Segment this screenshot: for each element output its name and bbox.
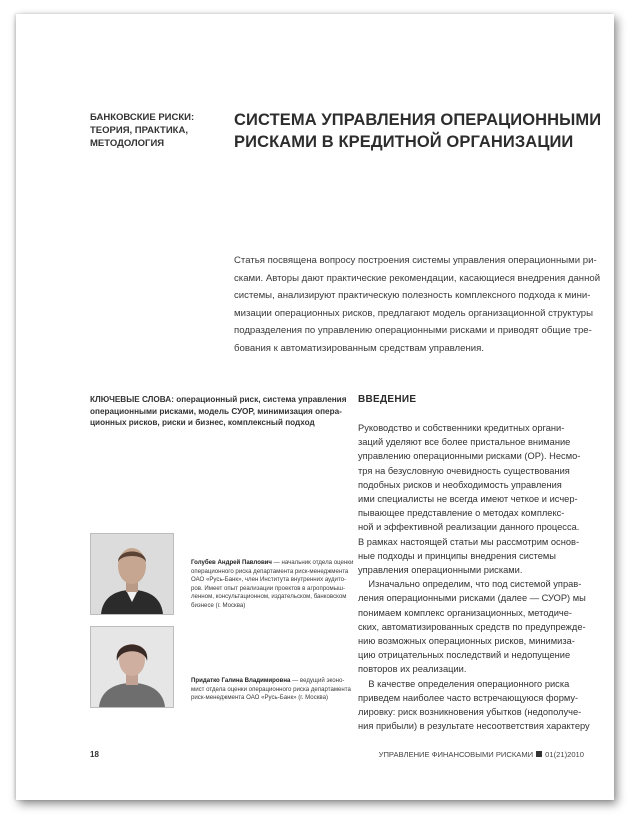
body-line: Руководство и собственники кредитных органи- bbox=[358, 423, 565, 433]
author-bio-line: ленном, консультационном, издательском, банковском bbox=[191, 593, 347, 601]
section-label bbox=[90, 111, 210, 150]
body-line: ные подходы и принципы внедрения системы bbox=[358, 550, 556, 561]
author-bio-2 bbox=[191, 677, 351, 703]
article-title bbox=[234, 109, 614, 153]
body-line: Изначально определим, что под системой управ- bbox=[358, 579, 582, 590]
body-line: ния прибыли) в результате несоответствия характеру bbox=[358, 721, 590, 732]
author-name: Придатко Галина Владимировна bbox=[191, 677, 291, 684]
section-heading-introduction: ВВЕДЕНИЕ bbox=[358, 394, 417, 405]
journal-issue: 01(21)2010 bbox=[545, 750, 584, 759]
body-line: В рамках настоящей статьи мы рассмотрим основ- bbox=[358, 536, 580, 547]
journal-page bbox=[16, 14, 614, 800]
body-line: понимаем комплекс организационных, методиче- bbox=[358, 607, 573, 618]
keywords-line: КЛЮЧЕВЫЕ СЛОВА: операционный риск, система управления bbox=[90, 395, 347, 404]
author-bio-line: риск-менеджмента ОАО «Русь-Банк» (г. Москва) bbox=[191, 694, 328, 702]
author-photo-1 bbox=[90, 533, 174, 615]
keywords-line: ционных рисков, риски и бизнес, комплексный подход bbox=[90, 418, 315, 427]
article-abstract bbox=[234, 252, 604, 358]
keywords bbox=[90, 394, 347, 429]
author-bio-line: ров. Имеет опыт реализации проектов в агропромыш- bbox=[191, 584, 346, 592]
author-bio-line: бизнесе (г. Москва) bbox=[191, 601, 246, 609]
abstract-line: подразделения по управлению операционными рисками и приводят общие тре- bbox=[234, 325, 592, 337]
keywords-line: операционными рисками, модель СУОР, минимизация опера- bbox=[90, 406, 342, 416]
body-text bbox=[358, 421, 603, 733]
footer-journal-info bbox=[379, 750, 584, 759]
author-photo-2 bbox=[90, 626, 174, 708]
body-line: В качестве определения операционного риска bbox=[358, 678, 570, 689]
abstract-line: бования к автоматизированным средствам управления. bbox=[234, 342, 484, 354]
body-line: ной и эффективной реализации данного процесса. bbox=[358, 522, 580, 533]
section-label-line: ТЕОРИЯ, ПРАКТИКА, bbox=[90, 125, 188, 136]
body-line: управлению операционными рисками (ОР). Несмо- bbox=[358, 451, 581, 462]
section-label-line: БАНКОВСКИЕ РИСКИ: bbox=[90, 112, 195, 123]
body-line: управления операционными рисками. bbox=[358, 565, 523, 576]
section-label-line: МЕТОДОЛОГИЯ bbox=[90, 138, 165, 149]
page-number: 18 bbox=[90, 750, 99, 759]
body-line: приведем наиболее часто встречающуюся форму- bbox=[358, 692, 579, 703]
body-line: ими специалисты не всегда имеют четкое и исчер- bbox=[358, 494, 578, 505]
body-line: цию отрицательных последствий и недопущение bbox=[358, 650, 571, 661]
author-bio-line bbox=[191, 559, 354, 568]
man-portrait-icon bbox=[91, 534, 173, 614]
body-line: ления операционными рисками (далее — СУОР) мы bbox=[358, 593, 586, 604]
author-bio-text: — начальник отдела оценки bbox=[271, 559, 354, 566]
body-line: ских, автоматизированных средств по предупрежде- bbox=[358, 621, 586, 632]
author-bio-line: мист отдела оценки операционного риска департамента bbox=[191, 685, 351, 693]
abstract-line: системы, анализируют практическую полезность комплексного подхода к мини- bbox=[234, 290, 591, 302]
body-line: нию возможных операционных рисков, минимиза- bbox=[358, 636, 575, 647]
body-line: лировку: риск возникновения убытков (недополуче- bbox=[358, 707, 582, 718]
abstract-line: мизации операционных рисков, предлагают модель организационной структуры bbox=[234, 307, 594, 319]
woman-portrait-icon bbox=[91, 627, 173, 707]
article-title-line: РИСКАМИ В КРЕДИТНОЙ ОРГАНИЗАЦИИ bbox=[234, 133, 574, 151]
body-line: заций уделяют все более пристальное внимание bbox=[358, 437, 571, 448]
author-bio-line bbox=[191, 677, 346, 686]
abstract-line: Статья посвящена вопросу построения системы управления операционными ри- bbox=[234, 255, 597, 266]
author-bio-text: — ведущий эконо- bbox=[290, 677, 345, 684]
author-name: Голубев Андрей Павлович bbox=[191, 559, 272, 566]
author-bio-1 bbox=[191, 559, 354, 611]
body-line: повторов их реализации. bbox=[358, 664, 467, 675]
body-line: пывающее представление о методах комплекс- bbox=[358, 508, 565, 519]
journal-name: УПРАВЛЕНИЕ ФИНАНСОВЫМИ РИСКАМИ bbox=[378, 750, 534, 759]
body-line: подобных рисков и необходимость управления bbox=[358, 479, 562, 490]
article-title-line: СИСТЕМА УПРАВЛЕНИЯ ОПЕРАЦИОННЫМИ bbox=[234, 111, 602, 129]
body-line: тря на безусловную очевидность существования bbox=[358, 465, 570, 476]
author-bio-line: операционного риска департамента риск-менеджмента bbox=[191, 567, 349, 575]
author-bio-line: ОАО «Русь-Банк», член Института внутренних аудито- bbox=[191, 576, 347, 584]
abstract-line: сками. Авторы дают практические рекомендации, касающиеся внедрения данной bbox=[234, 272, 601, 284]
black-square-icon bbox=[536, 751, 542, 757]
